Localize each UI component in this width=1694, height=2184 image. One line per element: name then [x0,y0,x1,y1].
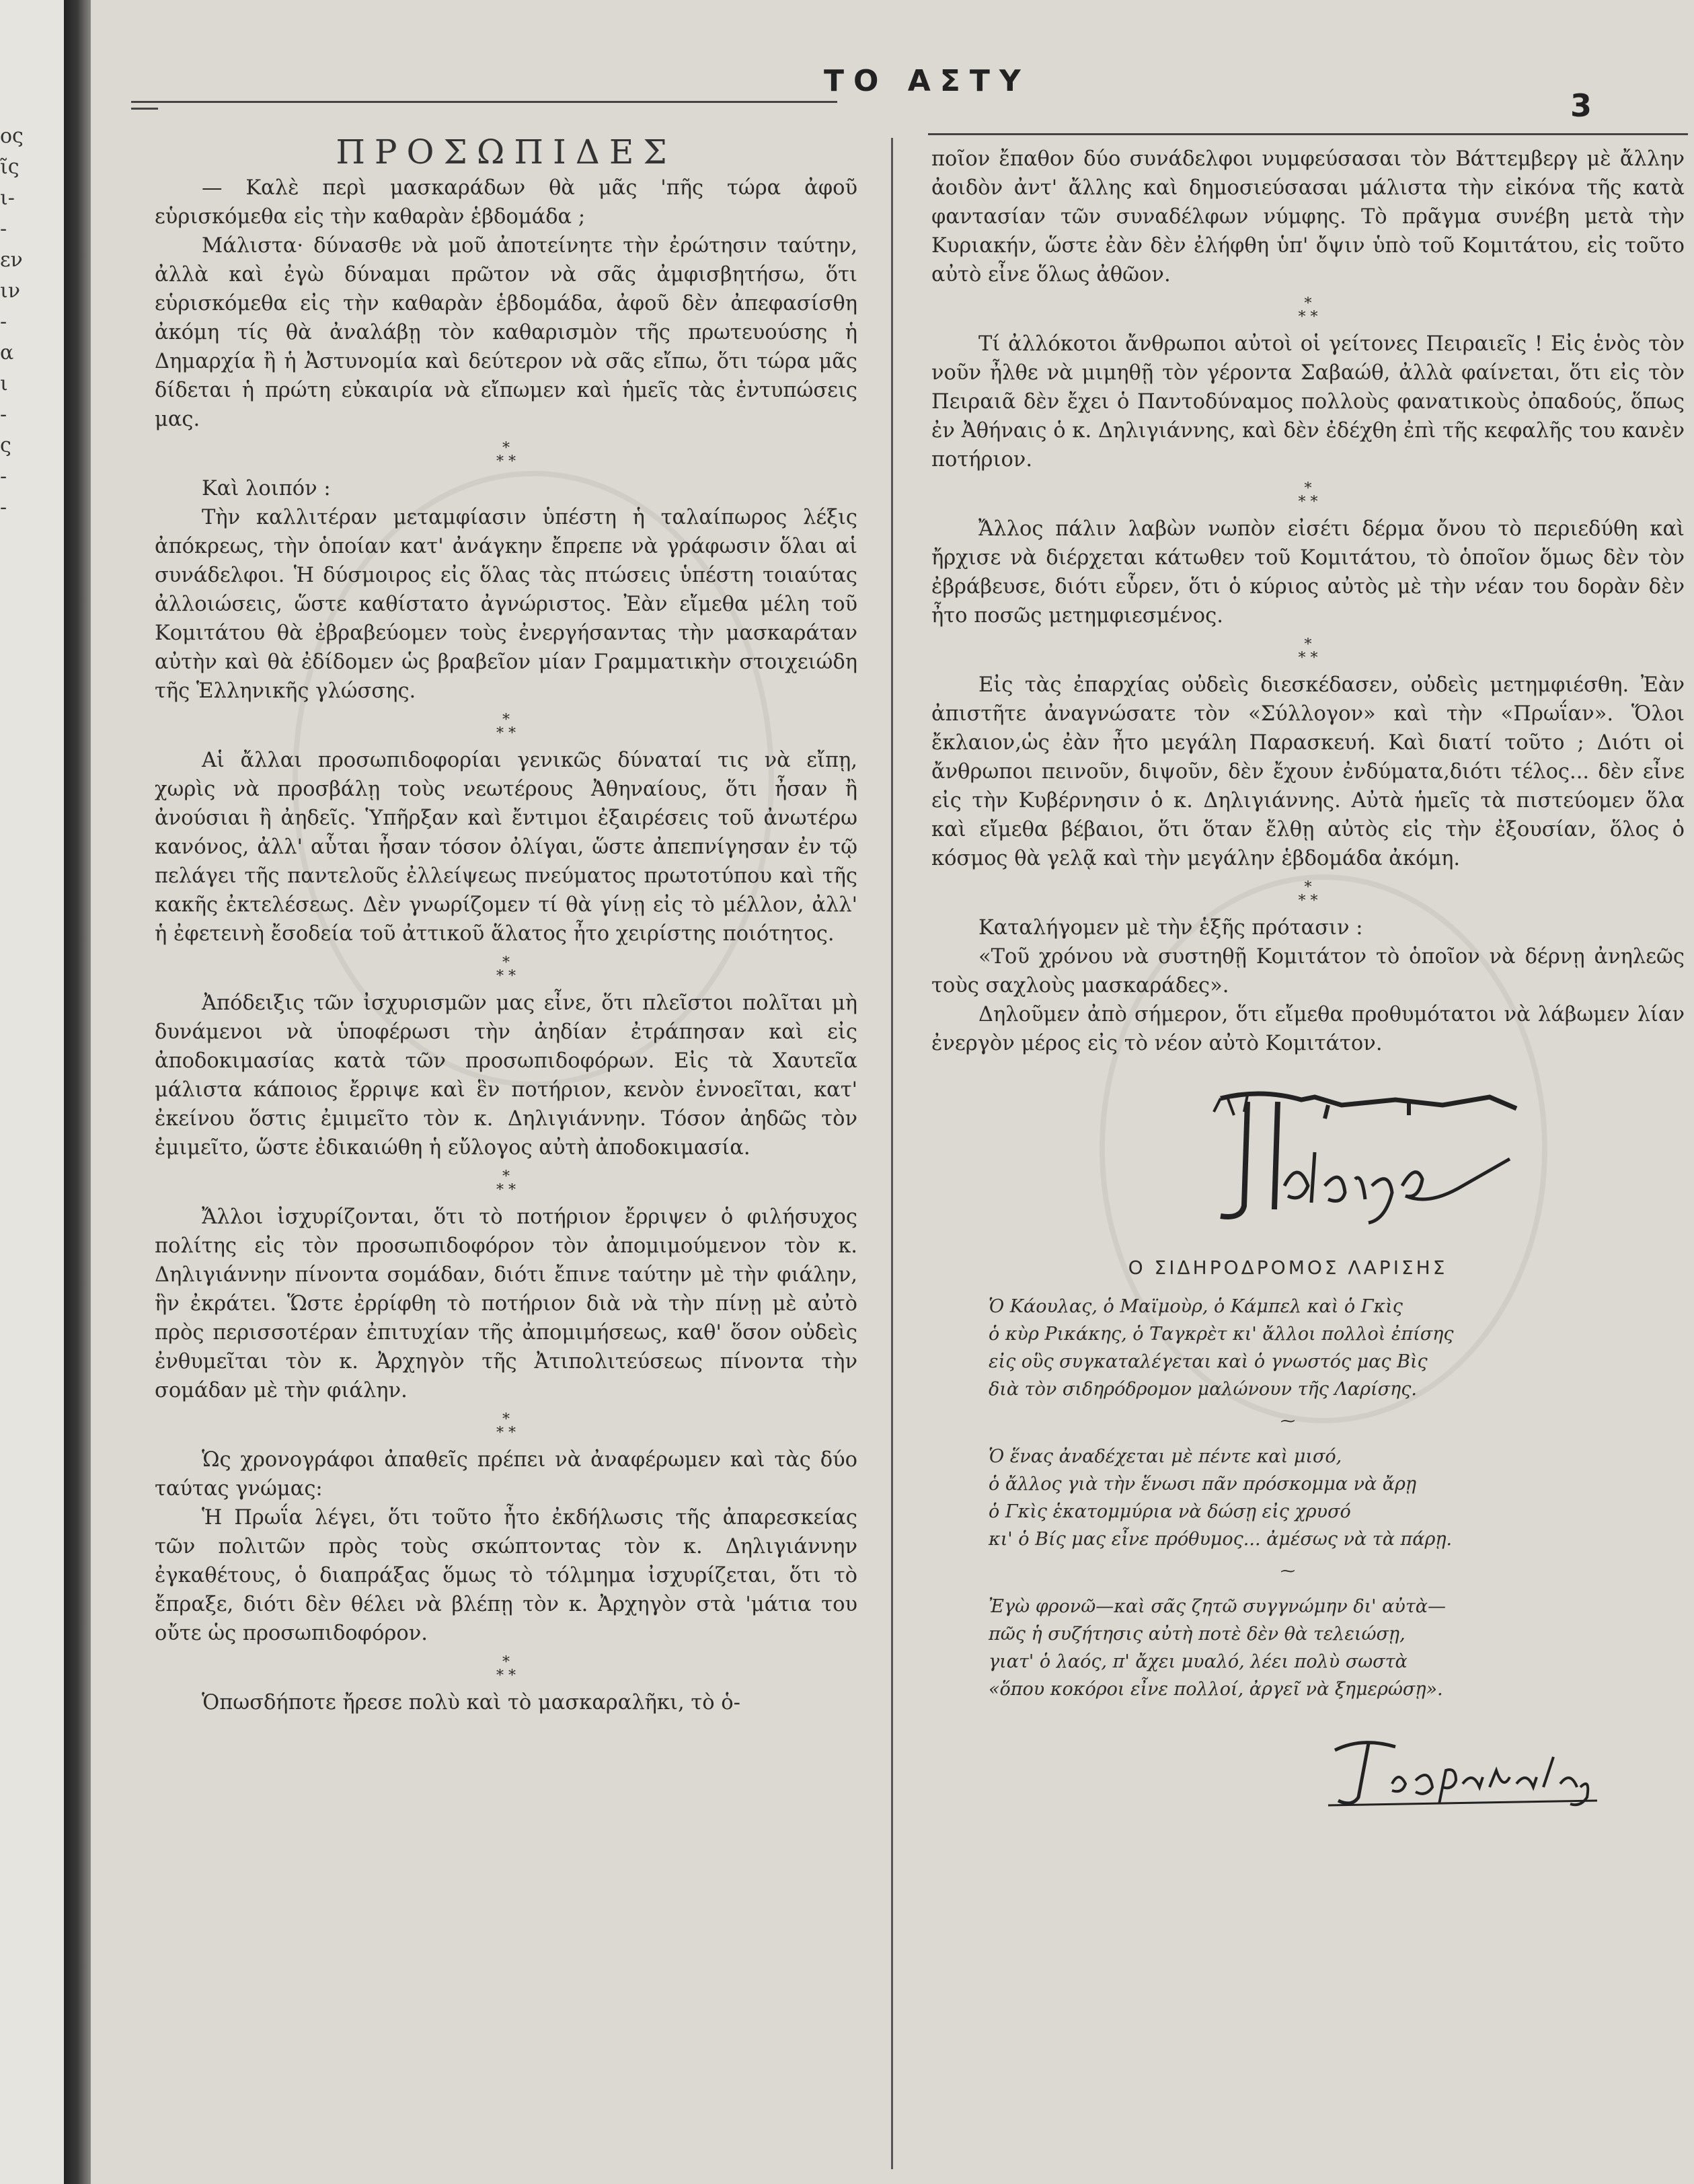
asterism-separator: * * * [496,954,516,985]
asterism-separator: * * * [496,1411,516,1441]
poem-line: κι' ὁ Βίς μας εἶνε πρόθυμος... ἀμέσως νὰ τὰ πάρῃ. [989,1529,1453,1550]
facing-page-fragment: ῖς [0,155,20,179]
poem-line: γιατ' ὁ λαός, π' ἄχει μυαλό, λέει πολὺ σωστὰ [989,1651,1408,1672]
paragraph: Καὶ λοιπόν : [202,477,331,500]
stanza-separator: ⁓ [1280,1413,1295,1430]
facing-page-fragment: ι [0,372,8,396]
poem-line: Ὁ Κάουλας, ὁ Μαϊμοὺρ, ὁ Κάμπελ καὶ ὁ Γκὶς [989,1296,1403,1317]
facing-page-fragment: ιν [0,279,20,303]
asterism-separator: * * * [1298,879,1318,909]
asterism-separator: * * * [496,1168,516,1199]
article-title: ΠΡΟΣΩΠΙΔΕΣ [336,133,677,172]
facing-page-fragment: ι- [0,186,15,210]
paragraph: ποῖον ἔπαθον δύο συνάδελφοι νυμφεύσασαι τὸν Βάττεμβεργ μὲ ἄλλην ἀοιδὸν ἀντ' ἄλλης καὶ δημοσιεύσασαι μάλιστα τὴν εἰκόνα τῆς κατὰ φαντασίαν τῶν συναδέλφων νύμφης. Τὸ πρᾶγμα συνέβη μετὰ τὴν Κυριακήν, ὥστε ἐὰν δὲν ἐλήφθη ὑπ' ὄψιν ὑπὸ τοῦ Κομιτάτου, εἰς τοῦτο αὐτὸ εἶνε ὅλως ἀθῶον. [931,147,1685,287]
paragraph: Τὴν καλλιτέραν μεταμφίασιν ὑπέστη ἡ ταλαίπωρος λέξις ἀπόκρεως, τὴν ὁποίαν κατ' ἀνάγκην ἔπρεπε νὰ γράφωσιν ὅλαι αἱ συνάδελφοι. Ἡ δύσμοιρος εἰς ὅλας τὰς πτώσεις ὑπέστη τοιαύτας ἀλλοιώσεις, ὥστε καθίστατο ἀγνώριστος. Ἐὰν εἴμεθα μέλη τοῦ Κομιτάτου θὰ ἐβραβεύομεν τοὺς ἐνεργήσαντας τὴν μασκαράταν αὐτὴν καὶ θὰ ἐδίδομεν ὡς βραβεῖον μίαν Γραμματικὴν στοιχειώδη τῆς Ἑλληνικῆς γλώσσης. [155,506,857,703]
poem-line: ὁ κὺρ Ρικάκης, ὁ Ταγκρὲτ κι' ἄλλοι πολλοὶ ἐπίσης [989,1324,1454,1345]
signature-isopanaios [931,1730,1685,1824]
facing-page-fragment: - [0,310,7,334]
paragraph: Ἄλλοι ἰσχυρίζονται, ὅτι τὸ ποτήριον ἔρριψεν ὁ φιλήσυχος πολίτης εἰς τὸν προσωπιδοφόρον τὸν ἀπομιμούμενον τὸν κ. Δηλιγιάννην πίνοντα σομάδαν, διότι ἔπινε ταύτην μὲ τὴν φιάλην, ἣν ἐκράτει. Ὥστε ἐρρίφθη τὸ ποτήριον διὰ νὰ τὴν πίνῃ μὲ αὐτὸ πρὸς περισσοτέραν ἐπιτυχίαν τῆς ἀπομιμήσεως, καθ' ὅσον οὐδεὶς ἐνθυμεῖται τὸν κ. Ἀρχηγὸν τῆς Ἀτιπολιτεύσεως πίνοντα τὴν σομάδαν μὲ τὴν φιάλην. [155,1205,857,1402]
newspaper-page [91,0,1694,2184]
poem [989,1443,1685,1553]
poem-line: εἰς οὓς συγκαταλέγεται καὶ ὁ γνωστός μας Βὶς [989,1351,1428,1372]
poem-line: Ὁ ἕνας ἀναδέχεται μὲ πέντε καὶ μισό, [989,1446,1342,1467]
stanza-separator: ⁓ [1280,1563,1295,1580]
asterism-separator: * * * [496,1654,516,1684]
book-gutter [64,0,91,2184]
paragraph: Τί ἀλλόκοτοι ἄνθρωποι αὐτοὶ οἱ γείτονες Πειραιεῖς ! Εἰς ἑνὸς τὸν νοῦν ἦλθε νὰ μιμηθῇ τὸν γέροντα Σαβαώθ, ἀλλὰ φαίνεται, ὅτι εἰς τὸν Πειραιᾶ δὲν ἔχει ὁ Παντοδύναμος πολλοὺς φανατικοὺς ὀπαδούς, ὅπως ἐν Ἀθήναις ὁ κ. Δηλιγιάννης, καὶ δὲν ἐδέχθη ἐπὶ τῆς κεφαλῆς του κανὲν ποτήριον. [931,332,1685,472]
paragraph: Καταλήγομεν μὲ τὴν ἑξῆς πρότασιν : [978,916,1363,940]
facing-page-fragment: - [0,465,7,488]
poem-line: διὰ τὸν σιδηρόδρομον μαλώνουν τῆς Λαρίσης. [989,1379,1417,1400]
facing-page-fragment: - [0,496,7,519]
asterism-separator: * * * [1298,636,1318,667]
paragraph: Ἀπόδειξις τῶν ἰσχυρισμῶν μας εἶνε, ὅτι πλεῖστοι πολῖται μὴ δυνάμενοι νὰ ὑποφέρωσι τὴν ἀηδίαν ἐτράπησαν καὶ εἰς ἀποδοκιμασίας κατὰ τῶν προσωπιδοφόρων. Εἰς τὰ Χαυτεῖα μάλιστα κάποιος ἔρριψε καὶ ἓν ποτήριον, κενὸν ἐννοεῖται, κατ' ἐκείνου ὅστις ἐμιμεῖτο τὸν κ. Δηλιγιάννην. Τόσον ἀηδῶς τὸν ἐμιμεῖτο, ὥστε ἐδικαιώθη ἡ εὔλογος αὐτὴ ἀποδοκιμασία. [155,991,857,1160]
signature-drawing [1207,1085,1584,1226]
header-rule [131,108,158,110]
header-rule [131,101,837,103]
facing-page-edge [0,0,84,2184]
right-column [931,145,1685,1824]
asterism-separator: * * * [1298,295,1318,326]
facing-page-fragment: - [0,217,7,241]
facing-page-fragments [0,121,24,523]
asterism-separator: * * * [1298,480,1318,511]
facing-page-fragment: ς [0,434,11,457]
page-number: 3 [1570,87,1592,124]
facing-page-fragment: α [0,341,14,365]
paragraph: Ὁπωσδήποτε ἤρεσε πολὺ καὶ τὸ μασκαραλῆκι, τὸ ὁ- [202,1691,740,1715]
paragraph: Ἡ Πρωΐα λέγει, ὅτι τοῦτο ἦτο ἐκδήλωσις τῆς ἀπαρεσκείας τῶν πολιτῶν πρὸς τοὺς σκώπτοντας τὸν κ. Δηλιγιάννην ἐγκαθέτους, ὁ διαπράξας ὅμως τὸ τόλμημα ἰσχυρίζεται, ὅτι τὸ ἔπραξε, διότι δὲν θέλει νὰ βλέπῃ τὸν κ. Ἀρχηγὸν στὰ 'μάτια του οὔτε ὡς προσωπιδοφόρον. [155,1506,857,1645]
poem-line: πῶς ἡ συζήτησις αὐτὴ ποτὲ δὲν θὰ τελειώσῃ, [989,1624,1406,1645]
poem [989,1593,1685,1703]
facing-page-fragment: ος [0,124,24,148]
facing-page-fragment: - [0,403,7,426]
asterism-separator: * * * [496,440,516,470]
signature-pelargos [931,1085,1685,1233]
poem-line: «ὅπου κοκόροι εἶνε πολλοί, ἀργεῖ νὰ ξημερώσῃ». [989,1679,1443,1700]
asterism-separator: * * * [496,712,516,742]
left-column [155,133,857,1717]
paragraph: Εἰς τὰς ἐπαρχίας οὐδεὶς διεσκέδασεν, οὐδεὶς μετημφιέσθη. Ἐὰν ἀπιστῆτε ἀναγνώσατε τὸν «Σύλλογον» καὶ τὴν «Πρωΐαν». Ὅλοι ἔκλαιον,ὡς ἐὰν ἦτο μεγάλη Παρασκευή. Καὶ διατί τοῦτο ; Διότι οἱ ἄνθρωποι πεινοῦν, διψοῦν, δὲν ἔχουν ἐνδύματα,διότι τέλος... δὲν εἶνε εἰς τὴν Κυβέρνησιν ὁ κ. Δηλιγιάννης. Αὐτὰ ἡμεῖς τὰ πιστεύομεν ὅλα καὶ εἴμεθα βέβαιοι, ὅτι ὅταν ἔλθῃ αὐτὸς εἰς τὴν ἐξουσίαν, ὅλος ὁ κόσμος θὰ γελᾷ καὶ τὴν μεγάλην ἑβδομάδα ἀκόμη. [931,673,1685,870]
paragraph: Μάλιστα· δύνασθε νὰ μοῦ ἀποτείνητε τὴν ἐρώτησιν ταύτην, ἀλλὰ καὶ ἐγὼ δύναμαι πρῶτον νὰ σᾶς ἀμφισβητήσω, ὅτι εὑρισκόμεθα εἰς τὴν καθαρὰν ἑβδομάδα, ἀφοῦ δὲν ἀπεφασίσθη ἀκόμη τίς θὰ ἀναλάβῃ τὸν καθαρισμὸν τῆς πρωτευούσης ἡ Δημαρχία ἢ ἡ Ἀστυνομία καὶ δεύτερον νὰ σᾶς εἴπω, ὅτι τώρα μᾶς δίδεται ἡ πρώτη εὐκαιρία νὰ εἴπωμεν καὶ ἡμεῖς τὰς ἐντυπώσεις μας. [155,234,857,431]
poem-line: Ἐγὼ φρονῶ—καὶ σᾶς ζητῶ συγγνώμην δι' αὐτὰ— [989,1596,1446,1617]
signature-drawing [1321,1730,1604,1811]
paragraph: «Τοῦ χρόνου νὰ συστηθῇ Κομιτάτον τὸ ὁποῖον νὰ δέρνῃ ἀνηλεῶς τοὺς σαχλοὺς μασκαράδες». [931,945,1685,997]
paragraph: Ὡς χρονογράφοι ἀπαθεῖς πρέπει νὰ ἀναφέρωμεν καὶ τὰς δύο ταύτας γνώμας: [155,1448,857,1501]
paragraph: Δηλοῦμεν ἀπὸ σήμερον, ὅτι εἴμεθα προθυμότατοι νὰ λάβωμεν λίαν ἐνεργὸν μέρος εἰς τὸ νέον αὐτὸ Κομιτάτον. [931,1003,1685,1055]
paragraph: — Καλὲ περὶ μασκαράδων θὰ μᾶς 'πῆς τώρα ἀφοῦ εὑρισκόμεθα εἰς τὴν καθαρὰν ἑβδομάδα ; [155,176,857,229]
paragraph: Αἱ ἄλλαι προσωπιδοφορίαι γενικῶς δύναταί τις νὰ εἴπῃ, χωρὶς νὰ προσβάλῃ τοὺς νεωτέρους Ἀθηναίους, ὅτι ἦσαν ἢ ἀνούσιαι ἢ ἀηδεῖς. Ὑπῆρξαν καὶ ἔντιμοι ἐξαιρέσεις τοῦ ἀνωτέρω κανόνος, ἀλλ' αὗται ἦσαν τόσον ὀλίγαι, ὥστε ἀπεπνίγησαν ἐν τῷ πελάγει τῆς παντελοῦς ἐλλείψεως πνεύματος πρωτοτύπου καὶ τῆς κακῆς ἐκτελέσεως. Δὲν γνωρίζομεν τί θὰ γίνῃ εἰς τὸ μέλλον, ἀλλ' ἡ ἐφετεινὴ ἔσοδεία τοῦ ἀττικοῦ ἅλατος ἦτο χειρίστης ποιότητος. [155,749,857,946]
poem-line: ὁ ἄλλος γιὰ τὴν ἕνωσι πᾶν πρόσκομμα νὰ ἄρῃ [989,1474,1417,1495]
poem-line: ὁ Γκὶς ἑκατομμύρια νὰ δώσῃ εἰς χρυσό [989,1501,1351,1522]
masthead: ΤΟ ΑΣΤΥ [824,64,1030,98]
header-rule [928,133,1688,135]
poem-title: Ο ΣΙΔΗΡΟΔΡΟΜΟΣ ΛΑΡΙΣΗΣ [1128,1256,1448,1279]
paragraph: Ἄλλος πάλιν λαβὼν νωπὸν εἰσέτι δέρμα ὄνου τὸ περιεδύθη καὶ ἤρχισε νὰ διέρχεται κάτωθεν τοῦ Κομιτάτου, τὸ ὁποῖον ὅμως δὲν τὸν ἐβράβευσε, διότι εὗρεν, ὅτι ὁ κύριος αὐτὸς μὲ τὴν νέαν του δορὰν δὲν ἦτο ποσῶς μετημφιεσμένος. [931,517,1685,628]
column-divider [891,138,893,2169]
poem [989,1293,1685,1403]
facing-page-fragment: εν [0,248,23,272]
